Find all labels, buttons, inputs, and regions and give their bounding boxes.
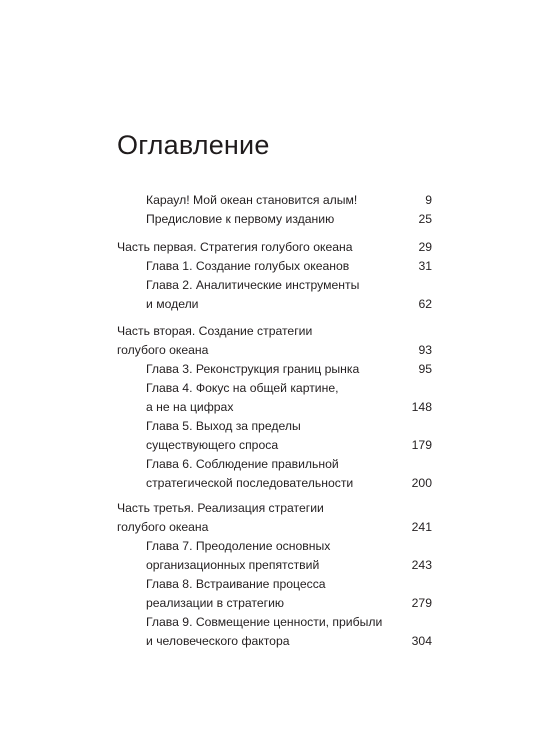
toc-chapter-5 bbox=[146, 417, 432, 455]
toc-chapter-2 bbox=[146, 276, 432, 314]
toc-entry-foreword-red-ocean bbox=[146, 191, 432, 210]
toc-entry-text: существующего спроса bbox=[146, 438, 279, 452]
toc-part-two bbox=[117, 322, 432, 360]
toc-entry-text: реализации в стратегию bbox=[146, 596, 285, 610]
toc-page-number: 243 bbox=[411, 558, 432, 572]
toc-page-number: 31 bbox=[418, 259, 432, 273]
toc-entry-text: Глава 7. Преодоление основных bbox=[146, 539, 331, 553]
toc-chapter-9 bbox=[146, 613, 432, 651]
toc-chapter-4 bbox=[146, 379, 432, 417]
toc-page-number: 29 bbox=[418, 240, 432, 254]
toc-entry-text: Предисловие к первому изданию bbox=[146, 212, 335, 226]
toc-page-number: 9 bbox=[425, 193, 432, 207]
toc-entry-preface-first-edition bbox=[146, 210, 432, 229]
toc-entry-text: и человеческого фактора bbox=[146, 634, 290, 648]
toc-entry-text: голубого океана bbox=[117, 520, 209, 534]
toc-chapter-1 bbox=[146, 257, 432, 276]
toc-page-number: 62 bbox=[418, 297, 432, 311]
toc-page-number: 25 bbox=[418, 212, 432, 226]
page-title: Оглавление bbox=[117, 130, 270, 160]
toc-page-number: 200 bbox=[411, 476, 432, 490]
toc-entry-text: Глава 9. Совмещение ценности, прибыли bbox=[146, 615, 383, 629]
toc-entry-text: Глава 4. Фокус на общей картине, bbox=[146, 381, 339, 395]
toc-page-number: 179 bbox=[411, 438, 432, 452]
toc-chapter-6 bbox=[146, 455, 432, 493]
toc-chapter-7 bbox=[146, 537, 432, 575]
toc-entry-text: Глава 3. Реконструкция границ рынка bbox=[146, 362, 360, 376]
toc-entry-text: Глава 2. Аналитические инструменты bbox=[146, 278, 360, 292]
toc-entry-text: Часть первая. Стратегия голубого океана bbox=[117, 240, 353, 254]
toc-entry-text: Глава 6. Соблюдение правильной bbox=[146, 457, 339, 471]
toc-page-number: 304 bbox=[411, 634, 432, 648]
toc-entry-text: а не на цифрах bbox=[146, 400, 234, 414]
toc-page-number: 241 bbox=[411, 520, 432, 534]
toc-entry-text: голубого океана bbox=[117, 343, 209, 357]
toc-entry-text: Глава 8. Встраивание процесса bbox=[146, 577, 326, 591]
toc-chapter-8 bbox=[146, 575, 432, 613]
toc-page-number: 148 bbox=[411, 400, 432, 414]
toc-entry-text: Часть вторая. Создание стратегии bbox=[117, 324, 313, 338]
toc-entry-text: Глава 1. Создание голубых океанов bbox=[146, 259, 350, 273]
toc-page-number: 95 bbox=[418, 362, 432, 376]
toc-part-one bbox=[117, 238, 432, 257]
toc-entry-text: организационных препятствий bbox=[146, 558, 320, 572]
toc-chapter-3 bbox=[146, 360, 432, 379]
toc-part-three bbox=[117, 499, 432, 537]
toc-entry-text: Караул! Мой океан становится алым! bbox=[146, 193, 358, 207]
toc-page-number: 279 bbox=[411, 596, 432, 610]
toc-entry-text: Глава 5. Выход за пределы bbox=[146, 419, 301, 433]
toc-entry-text: стратегической последовательности bbox=[146, 476, 354, 490]
toc-entry-text: и модели bbox=[146, 297, 199, 311]
toc-entry-text: Часть третья. Реализация стратегии bbox=[117, 501, 324, 515]
toc-page-number: 93 bbox=[418, 343, 432, 357]
